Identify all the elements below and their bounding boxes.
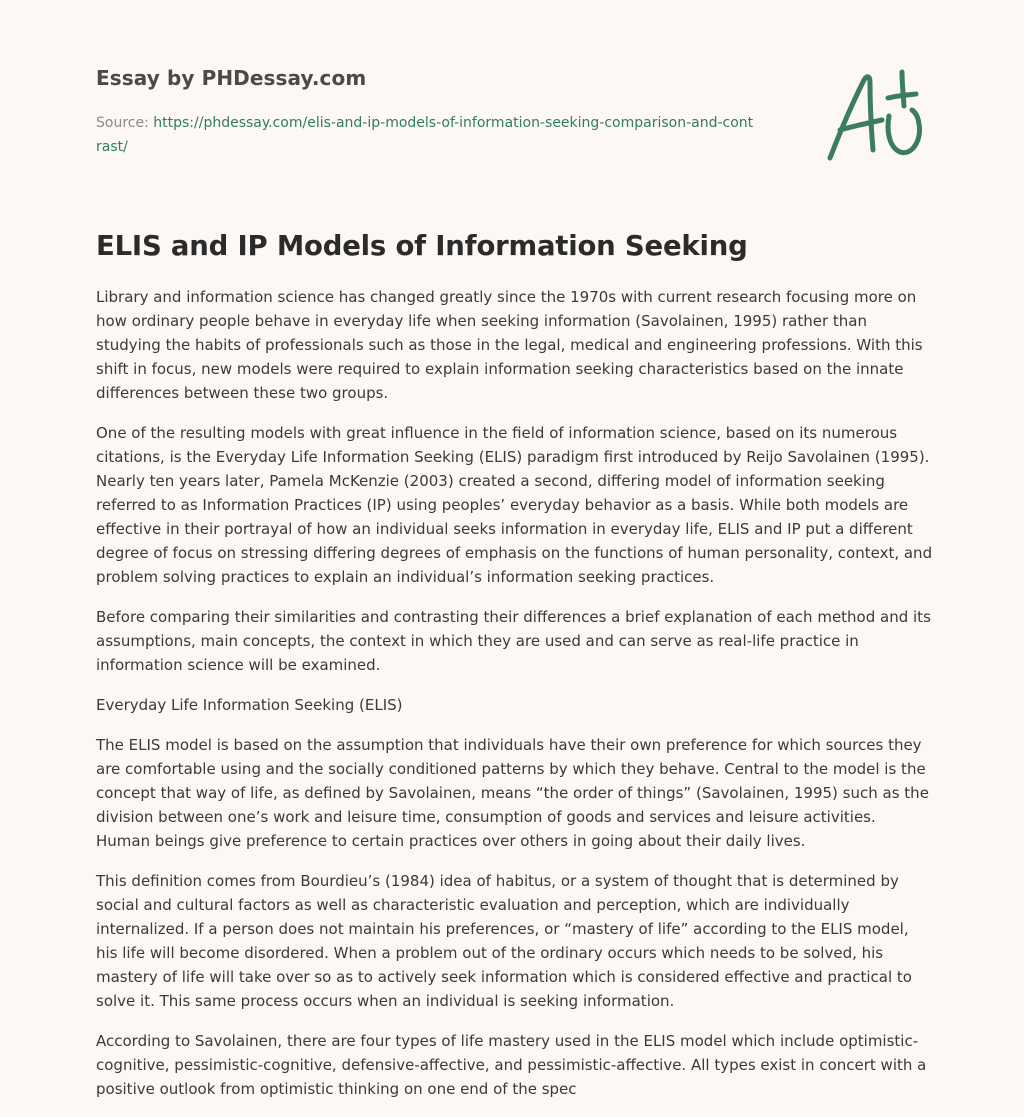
essay-title: ELIS and IP Models of Information Seeking bbox=[96, 230, 748, 262]
paragraph: Library and information science has changed greatly since the 1970s with current research focusing more on how ordinary people behave in everyday life when seeking information (Savolainen, 1995) rather than studying the habits of professionals such as those in the legal, medical and engineering professions. With this shift in focus, new models were required to explain information seeking characteristics based on the innate differences between these two groups. bbox=[96, 288, 923, 402]
source-link[interactable]: https://phdessay.com/elis-and-ip-models-of-information-seeking-comparison-and-contrast/ bbox=[96, 115, 754, 155]
section-heading: Everyday Life Information Seeking (ELIS) bbox=[96, 696, 403, 714]
a-plus-grade-icon bbox=[826, 66, 932, 166]
paragraph: One of the resulting models with great influence in the field of information science, based on its numerous citations, is the Everyday Life Information Seeking (ELIS) paradigm first introduced by Reijo Savolainen (1995). Nearly ten years later, Pamela McKenzie (2003) created a second, differing model of information seeking referred to as Information Practices (IP) using peoples’ everyday behavior as a basis. While both models are effective in their portrayal of how an individual seeks information in everyday life, ELIS and IP put a different degree of focus on stressing differing degrees of emphasis on the functions of human personality, context, and problem solving practices to explain an individual’s information seeking practices. bbox=[96, 424, 933, 586]
paragraph: This definition comes from Bourdieu’s (1984) idea of habitus, or a system of thought that is determined by social and cultural factors as well as characteristic evaluation and perception, which are individually internalized. If a person does not maintain his preferences, or “mastery of life” according to the ELIS model, his life will become disordered. When a problem out of the ordinary occurs which needs to be solved, his mastery of life will take over so as to actively seek information which is considered effective and practical to solve it. This same process occurs when an individual is seeking information. bbox=[96, 872, 912, 1010]
essay-body bbox=[96, 285, 934, 1117]
site-brand: Essay by PHDessay.com bbox=[96, 66, 367, 90]
paragraph: Before comparing their similarities and contrasting their differences a brief explanation of each method and its assumptions, main concepts, the context in which they are used and can serve as real-life practice in information science will be examined. bbox=[96, 608, 931, 674]
source-label: Source: bbox=[96, 115, 154, 131]
source-line bbox=[96, 111, 756, 159]
paragraph: According to Savolainen, there are four types of life mastery used in the ELIS model which include optimistic-cognitive, pessimistic-cognitive, defensive-affective, and pessimistic-affective. All types exist in concert with a positive outlook from optimistic thinking on one end of the spec bbox=[96, 1032, 927, 1098]
paragraph: The ELIS model is based on the assumption that individuals have their own preference for which sources they are comfortable using and the socially conditioned patterns by which they behave. Central to the model is the concept that way of life, as defined by Savolainen, means “the order of things” (Savolainen, 1995) such as the division between one’s work and leisure time, consumption of goods and services and leisure activities. Human beings give preference to certain practices over others in going about their daily lives. bbox=[96, 736, 929, 850]
